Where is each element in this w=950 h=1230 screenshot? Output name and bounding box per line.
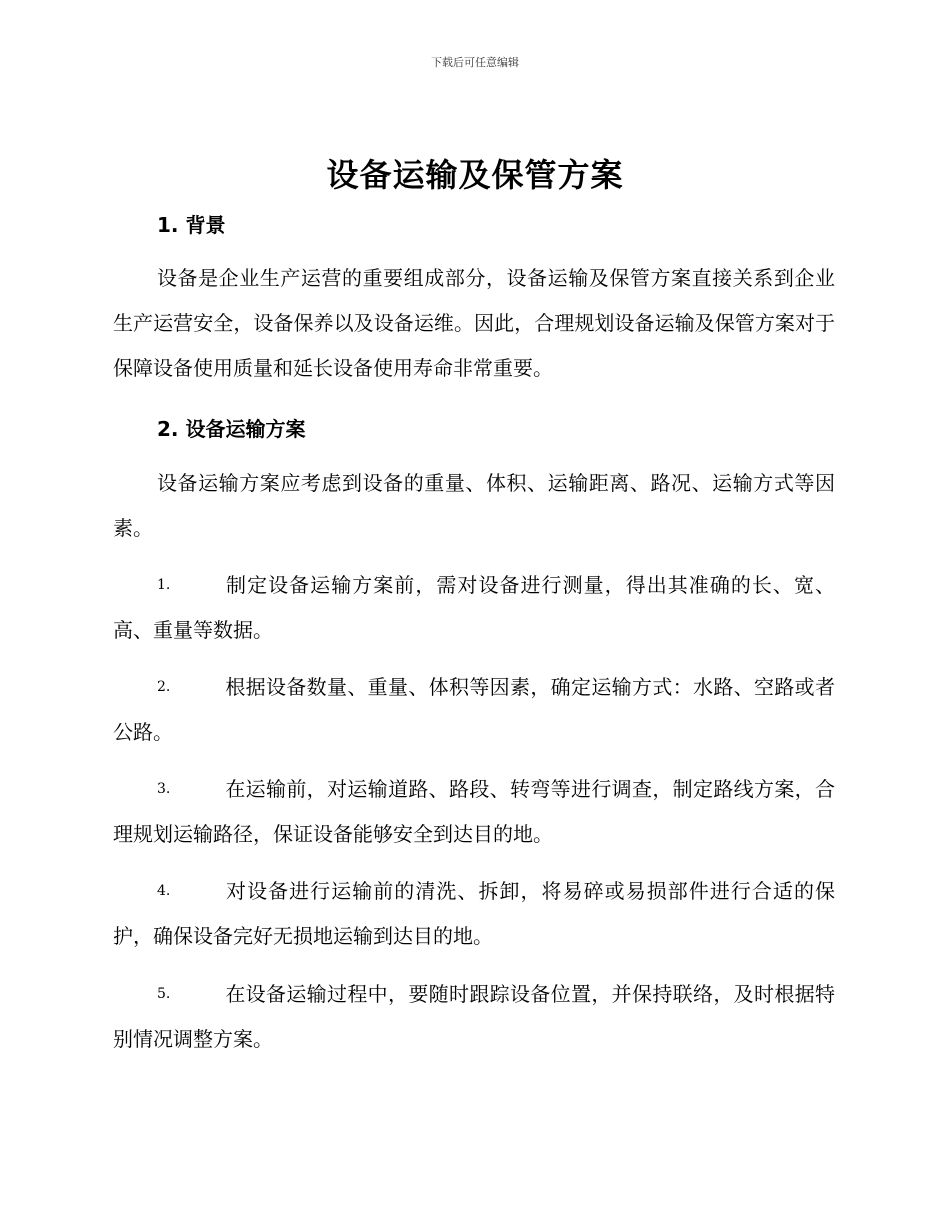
list-item <box>113 972 835 1062</box>
list-item <box>113 563 835 653</box>
header-note: 下载后可任意编辑 <box>431 56 519 69</box>
list-item-text: 对设备进行运输前的清洗、拆卸，将易碎或易损部件进行合适的保护，确保设备完好无损地运输到达目的地。 <box>113 879 835 948</box>
paragraph-background: 设备是企业生产运营的重要组成部分，设备运输及保管方案直接关系到企业生产运营安全，设备保养以及设备运维。因此，合理规划设备运输及保管方案对于保障设备使用质量和延长设备使用寿命非常重要。 <box>113 266 835 380</box>
list-item-number: 3. <box>157 781 171 797</box>
list-item-number: 1. <box>157 577 171 593</box>
document-title: 设备运输及保管方案 <box>326 156 624 194</box>
paragraph-transport-plan: 设备运输方案应考虑到设备的重量、体积、运输距离、路况、运输方式等因素。 <box>113 471 835 540</box>
list-item-text: 在运输前，对运输道路、路段、转弯等进行调查，制定路线方案，合理规划运输路径，保证设备能够安全到达目的地。 <box>113 777 835 846</box>
list-item-number: 2. <box>157 679 171 695</box>
section-heading-transport-plan: 2. 设备运输方案 <box>157 417 306 441</box>
list-item-number: 4. <box>157 883 171 899</box>
section-heading-background: 1. 背景 <box>157 213 226 237</box>
list-item <box>113 869 835 959</box>
list-item-text: 制定设备运输方案前，需对设备进行测量，得出其准确的长、宽、高、重量等数据。 <box>113 573 835 642</box>
list-item <box>113 767 835 857</box>
list-item <box>113 665 835 755</box>
list-item-number: 5. <box>157 986 171 1002</box>
list-item-text: 在设备运输过程中，要随时跟踪设备位置，并保持联络，及时根据特别情况调整方案。 <box>113 982 835 1051</box>
list-item-text: 根据设备数量、重量、体积等因素，确定运输方式：水路、空路或者公路。 <box>113 675 835 744</box>
